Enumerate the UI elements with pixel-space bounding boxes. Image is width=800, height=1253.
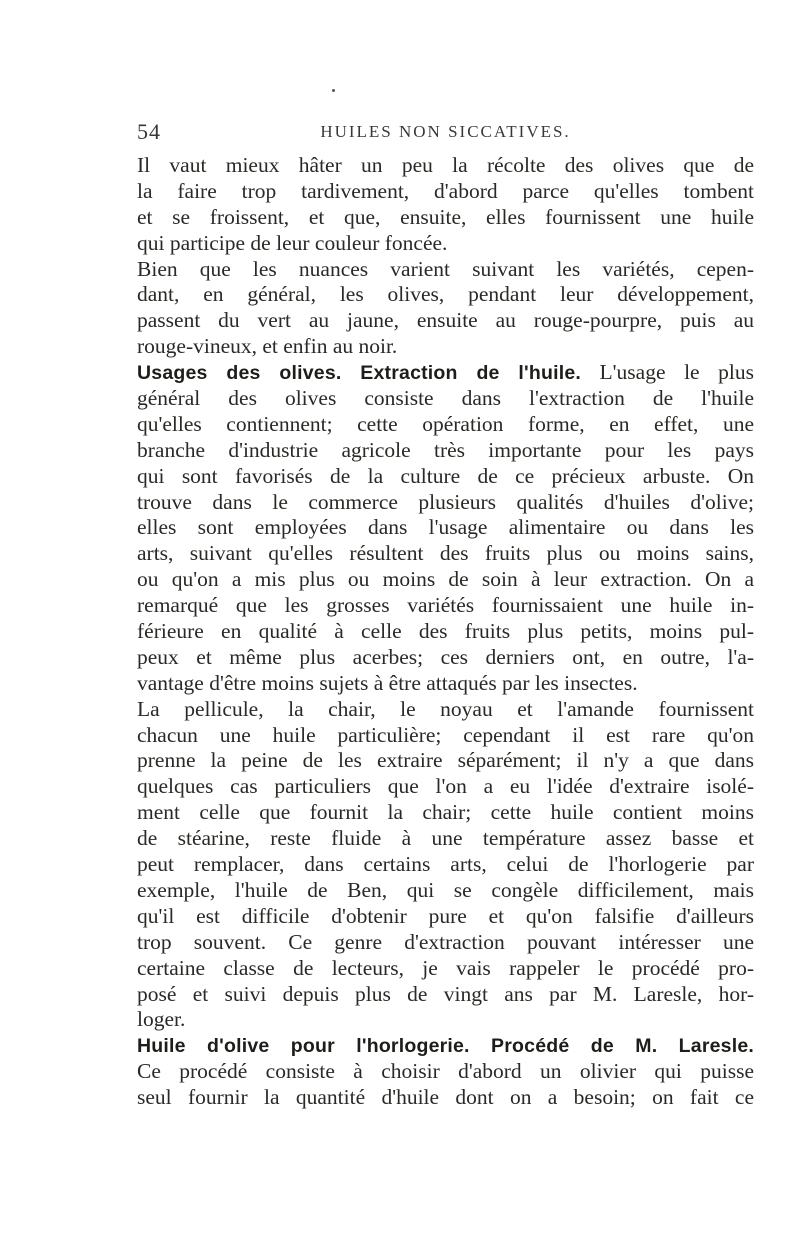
text-line — [137, 541, 754, 567]
text-line — [137, 1007, 754, 1033]
text-content: La pellicule, la chair, le noyau et l'amande fournissent — [137, 696, 754, 721]
text-line — [137, 360, 754, 386]
text-line — [137, 257, 754, 283]
text-content: ou qu'on a mis plus ou moins de soin à leur extraction. On a — [137, 567, 754, 592]
text-content: peut remplacer, dans certains arts, celui de l'horlogerie par — [137, 852, 754, 877]
body-text — [137, 153, 754, 1111]
text-content: férieure en qualité à celle des fruits plus petits, moins pul- — [137, 619, 754, 644]
text-line — [137, 334, 754, 360]
text-line — [137, 515, 754, 541]
text-line — [137, 904, 754, 930]
text-line — [137, 464, 754, 490]
text-content: ment celle que fournit la chair; cette huile contient moins — [137, 800, 754, 825]
text-content: et se froissent, et que, ensuite, elles fournissent une huile — [137, 204, 754, 229]
text-line — [137, 774, 754, 800]
page-header — [137, 119, 754, 145]
text-line — [137, 153, 754, 179]
text-line — [137, 1059, 754, 1085]
text-content: Il vaut mieux hâter un peu la récolte des olives que de — [137, 153, 754, 177]
text-line — [137, 282, 754, 308]
text-content: général des olives consiste dans l'extraction de l'huile — [137, 386, 754, 411]
text-line — [137, 308, 754, 334]
text-line — [137, 748, 754, 774]
text-line — [137, 852, 754, 878]
text-content: Ce procédé consiste à choisir d'abord un olivier qui puisse — [137, 1059, 754, 1084]
text-line — [137, 438, 754, 464]
text-line — [137, 1085, 754, 1111]
text-line — [137, 826, 754, 852]
text-content: dant, en général, les olives, pendant leur développement, — [137, 282, 754, 307]
text-content: qu'elles contiennent; cette opération forme, en effet, une — [137, 411, 754, 436]
text-content: chacun une huile particulière; cependant il est rare qu'on — [137, 722, 754, 747]
text-content: seul fournir la quantité d'huile dont on a besoin; on fait ce — [137, 1085, 754, 1110]
text-line — [137, 645, 754, 671]
text-content: certaine classe de lecteurs, je vais rappeler le procédé pro- — [137, 955, 754, 980]
text-line — [137, 490, 754, 516]
text-content: branche d'industrie agricole très importante pour les pays — [137, 437, 754, 462]
text-content: vantage d'être moins sujets à être attaqués par les insectes. — [137, 670, 638, 695]
text-line — [137, 231, 754, 257]
text-content: quelques cas particuliers que l'on a eu l'idée d'extraire isolé- — [137, 774, 754, 799]
text-content: trop souvent. Ce genre d'extraction pouvant intéresser une — [137, 929, 754, 954]
text-line — [137, 671, 754, 697]
text-line — [137, 619, 754, 645]
text-line — [137, 878, 754, 904]
text-line — [137, 800, 754, 826]
text-content: la faire trop tardivement, d'abord parce qu'elles tombent — [137, 178, 754, 203]
text-line — [137, 930, 754, 956]
text-content: de stéarine, reste fluide à une température assez basse et — [137, 826, 754, 851]
text-content: L'usage le plus — [580, 360, 754, 385]
text-content: qui sont favorisés de la culture de ce précieux arbuste. On — [137, 463, 754, 488]
text-line — [137, 697, 754, 723]
text-line — [137, 1033, 754, 1059]
text-line — [137, 412, 754, 438]
text-content: loger. — [137, 1007, 186, 1032]
text-line — [137, 179, 754, 205]
text-content: Bien que les nuances varient suivant les variétés, cepen- — [137, 256, 754, 281]
text-content: qu'il est difficile d'obtenir pure et qu'on falsifie d'ailleurs — [137, 903, 754, 928]
text-line — [137, 956, 754, 982]
text-content: arts, suivant qu'elles résultent des fruits plus ou moins sains, — [137, 541, 754, 566]
section-heading: Usages des olives. Extraction de l'huile. — [137, 362, 581, 385]
text-line — [137, 723, 754, 749]
text-content: trouve dans le commerce plusieurs qualités d'huiles d'olive; — [137, 489, 754, 514]
text-line — [137, 205, 754, 231]
text-line — [137, 593, 754, 619]
text-content: qui participe de leur couleur foncée. — [137, 230, 448, 255]
page-number: 54 — [137, 119, 161, 144]
text-content: exemple, l'huile de Ben, qui se congèle difficilement, mais — [137, 877, 754, 902]
text-line — [137, 567, 754, 593]
text-content: elles sont employées dans l'usage alimentaire ou dans les — [137, 515, 754, 540]
text-content: passent du vert au jaune, ensuite au rouge-pourpre, puis au — [137, 308, 754, 333]
text-content: prenne la peine de les extraire séparément; il n'y a que dans — [137, 748, 754, 773]
text-content: rouge-vineux, et enfin au noir. — [137, 334, 398, 359]
ink-speck — [332, 89, 335, 92]
text-content: peux et même plus acerbes; ces derniers ont, en outre, l'a- — [137, 644, 754, 669]
text-content: posé et suivi depuis plus de vingt ans par M. Laresle, hor- — [137, 981, 754, 1006]
running-title: HUILES NON SICCATIVES. — [320, 122, 571, 141]
section-heading: Huile d'olive pour l'horlogerie. Procédé de M. Laresle. — [137, 1035, 754, 1058]
text-line — [137, 982, 754, 1008]
text-line — [137, 386, 754, 412]
text-content: remarqué que les grosses variétés fournissaient une huile in- — [137, 593, 754, 618]
